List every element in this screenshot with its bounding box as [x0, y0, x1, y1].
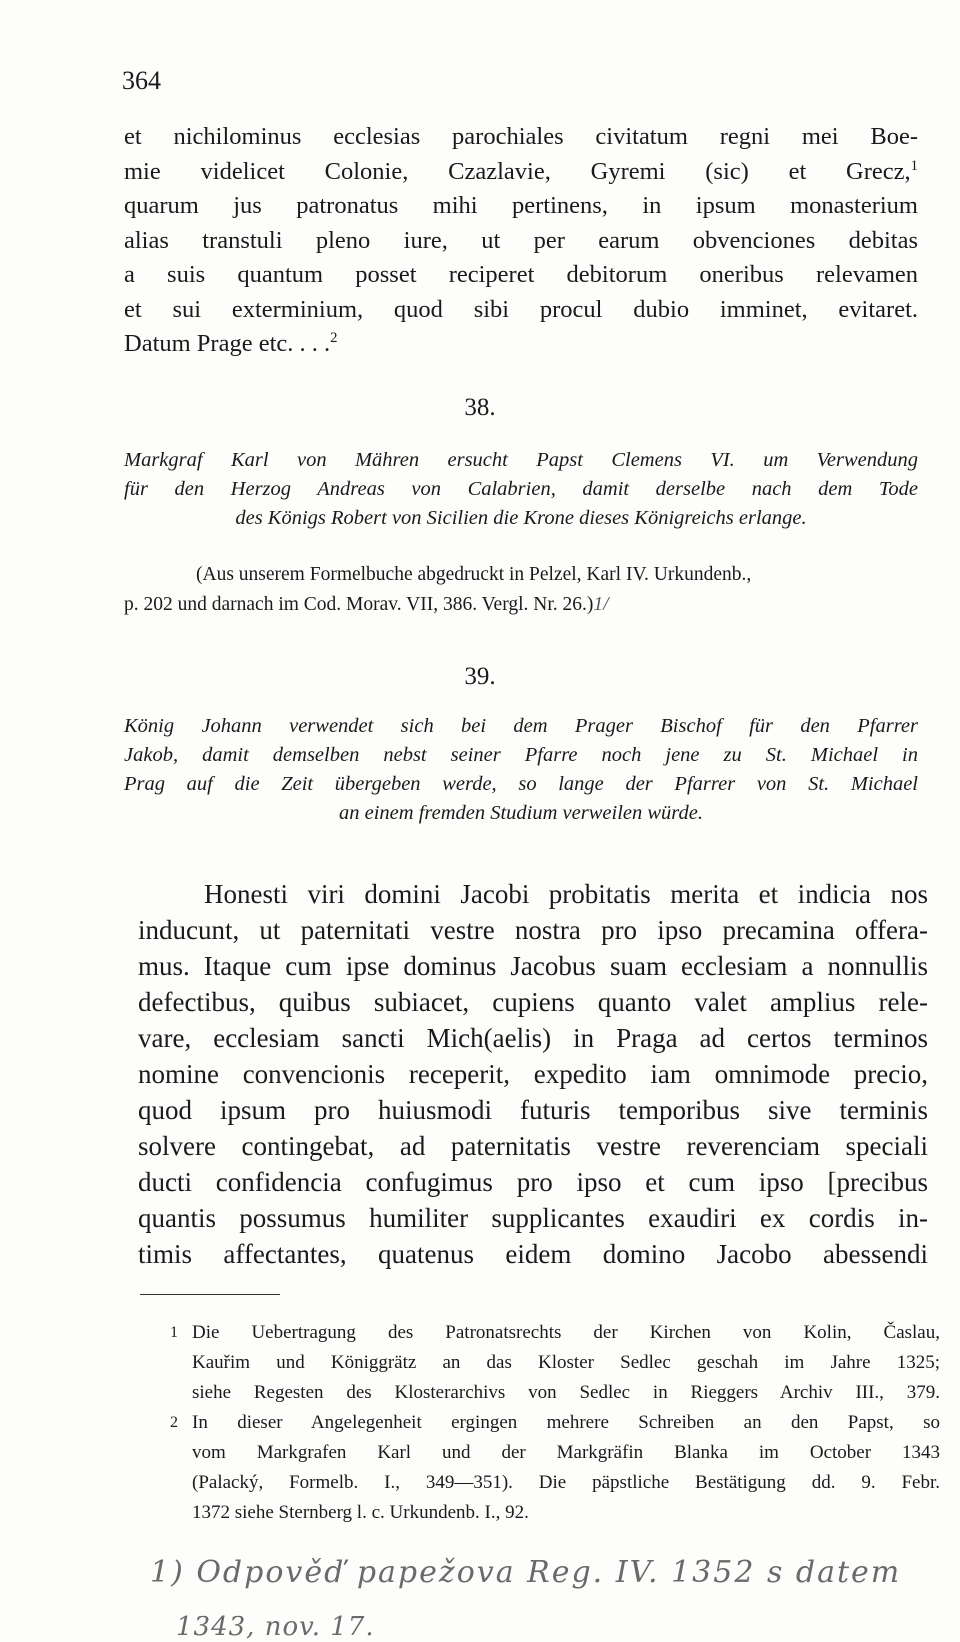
- page-number: 364: [122, 66, 161, 95]
- text-line: nomine convencionis receperit, expedito iam omnimode precio,: [138, 1059, 928, 1089]
- heading-line: des Königs Robert von Sicilien die Krone dieses Königreichs erlange.: [235, 507, 807, 529]
- heading-line: Jakob, damit demselben nebst seiner Pfarre noch jene zu St. Michael in: [124, 744, 918, 766]
- text-line: mie videlicet Colonie, Czazlavie, Gyremi (sic) et Grecz,$^1$: [124, 157, 918, 185]
- margin-mark: 1/: [593, 594, 609, 615]
- section-number-38: 38.: [464, 394, 496, 421]
- heading-line: König Johann verwendet sich bei dem Prager Bischof für den Pfarrer: [124, 715, 918, 737]
- text-line: vare, ecclesiam sancti Mich(aelis) in Praga ad certos terminos: [138, 1023, 928, 1053]
- heading-line: für den Herzog Andreas von Calabrien, damit derselbe nach dem Tode: [124, 478, 918, 500]
- source-line: p. 202 und darnach im Cod. Morav. VII, 386. Vergl. Nr. 26.) 1/: [124, 590, 918, 620]
- footnote-line: Kauřim und Königgrätz an das Kloster Sedlec geschah im Jahre 1325;: [192, 1352, 940, 1373]
- footnote-line: In dieser Angelegenheit ergingen mehrere Schreiben an den Papst, so: [192, 1412, 940, 1433]
- handwritten-note-line-1: 1) Odpověď papežova Reg. IV. 1352 s datem: [150, 1555, 902, 1590]
- handwritten-note-line-2: 1343, nov. 17.: [176, 1612, 375, 1642]
- text-line: quantis possumus humiliter supplicantes exaudiri ex cordis in-: [138, 1203, 928, 1233]
- text-line: Datum Prage etc. . . .$^2$: [124, 329, 338, 357]
- footnote-number: 2: [170, 1414, 178, 1431]
- text-line: defectibus, quibus subiacet, cupiens quanto valet amplius rele-: [138, 987, 928, 1017]
- footnote-line: 1372 siehe Sternberg l. c. Urkundenb. I., 92.: [192, 1502, 529, 1523]
- section-number-39: 39.: [464, 663, 496, 690]
- source-line: (Aus unserem Formelbuche abgedruckt in Pelzel, Karl IV. Urkundenb.,: [196, 564, 752, 585]
- section-38-heading: [124, 446, 918, 533]
- text-line: a suis quantum posset reciperet debitorum oneribus relevamen: [124, 261, 918, 288]
- text-line: timis affectantes, quatenus eidem domino Jacobo abessendi: [138, 1239, 928, 1269]
- text-line: alias transtuli pleno iure, ut per earum obvenciones debitas: [124, 226, 918, 254]
- text-line: Honesti viri domini Jacobi probitatis merita et indicia nos: [204, 879, 928, 909]
- footnote-divider: [140, 1294, 280, 1295]
- text-line: mus. Itaque cum ipse dominus Jacobus suam ecclesiam a nonnullis: [138, 951, 928, 981]
- heading-line: Prag auf die Zeit übergeben werde, so lange der Pfarrer von St. Michael: [124, 773, 918, 795]
- footnote-line: (Palacký, Formelb. I., 349—351). Die päpstliche Bestätigung dd. 9. Febr.: [192, 1472, 940, 1493]
- section-39-heading: [124, 712, 918, 828]
- text-line: inducunt, ut paternitati vestre nostra pro ipso precamina offera-: [138, 915, 928, 945]
- text-line: quod ipsum pro huiusmodi futuris temporibus sive terminis: [138, 1095, 928, 1125]
- footnote-line: Die Uebertragung des Patronatsrechts der Kirchen von Kolin, Časlau,: [192, 1322, 940, 1343]
- footnote-1: [170, 1318, 940, 1408]
- footnote-line: siehe Regesten des Klosterarchivs von Sedlec in Rieggers Archiv III., 379.: [192, 1382, 940, 1403]
- text-line: ducti confidencia confugimus pro ipso et cum ipso [precibus: [138, 1167, 928, 1197]
- section-39-body: [138, 876, 928, 1272]
- text-line: et nichilominus ecclesias parochiales civitatum regni mei Boe-: [124, 123, 918, 150]
- heading-line: Markgraf Karl von Mähren ersucht Papst Clemens VI. um Verwendung: [124, 449, 918, 471]
- section-38-source-note: [124, 560, 918, 620]
- text-line: et sui exterminium, quod sibi procul dubio imminet, evitaret.: [124, 295, 918, 323]
- footnote-number: 1: [170, 1324, 178, 1341]
- footnote-2: [170, 1408, 940, 1528]
- footnote-line: vom Markgrafen Karl und der Markgräfin Blanka im October 1343: [192, 1442, 940, 1463]
- footnote-ref: 2: [330, 329, 338, 346]
- heading-line: an einem fremden Studium verweilen würde.: [339, 802, 703, 824]
- text-line: solvere contingebat, ad paternitatis vestre reverenciam speciali: [138, 1131, 928, 1161]
- opening-paragraph: [124, 120, 918, 362]
- footnote-ref: 1: [910, 157, 918, 174]
- text-line: quarum jus patronatus mihi pertinens, in ipsum monasterium: [124, 192, 918, 219]
